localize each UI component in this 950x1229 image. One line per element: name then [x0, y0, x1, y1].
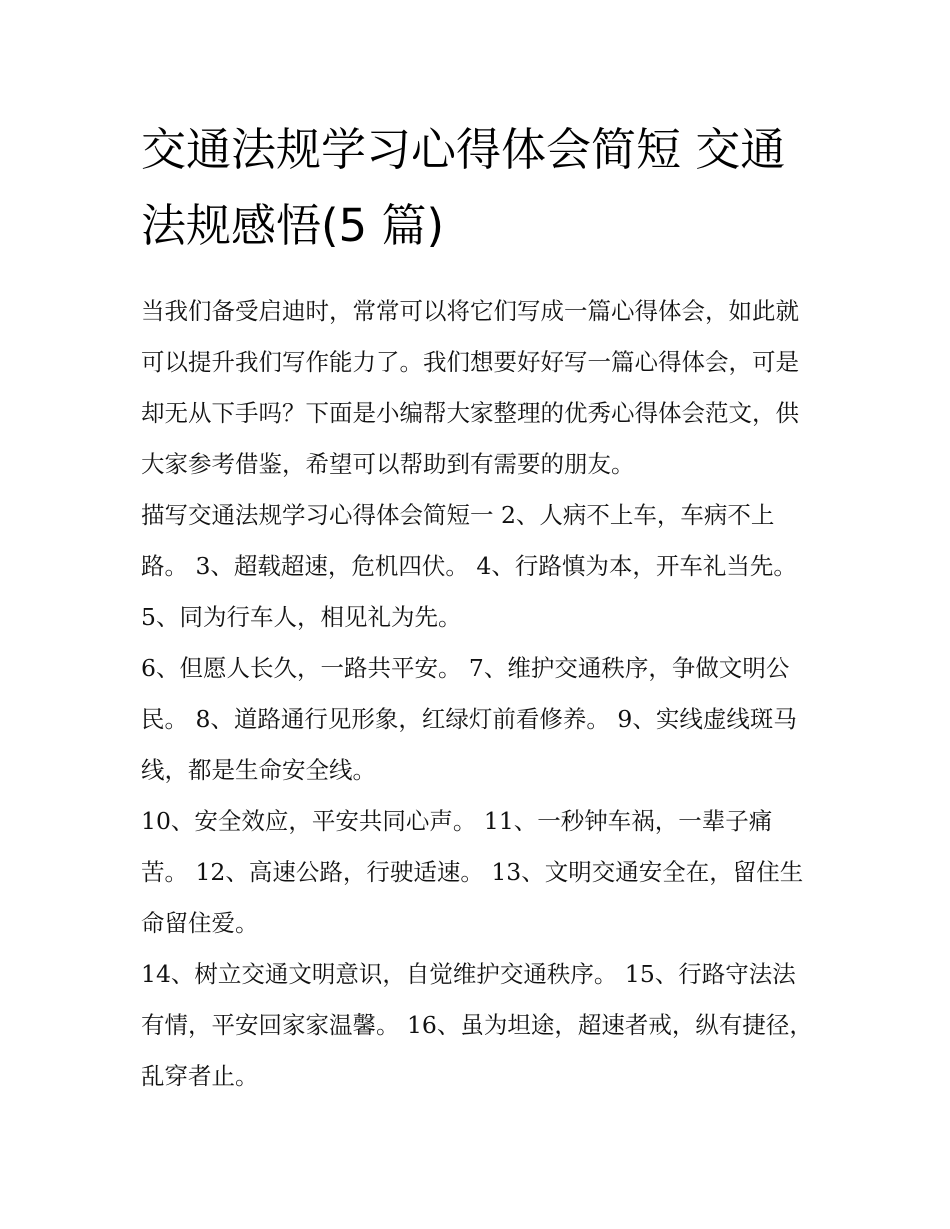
- intro-paragraph: 当我们备受启迪时，常常可以将它们写成一篇心得体会，如此就可以提升我们写作能力了。我们想要好好写一篇心得体会，可是却无从下手吗？下面是小编帮大家整理的优秀心得体会范文，供大家参考借鉴，希望可以帮助到有需要的朋友。: [141, 297, 799, 478]
- slogan-paragraph-2: 6、但愿人长久，一路共平安。 7、维护交通秩序，争做文明公民。 8、道路通行见形象，红绿灯前看修养。 9、实线虚线斑马线，都是生命安全线。: [141, 654, 797, 784]
- slogan-paragraph-4: 14、树立交通文明意识，自觉维护交通秩序。 15、行路守法法有情，平安回家家温馨。 16、虽为坦途，超速者戒，纵有捷径，乱穿者止。: [141, 960, 813, 1090]
- slogan-paragraph-3: 10、安全效应，平安共同心声。 11、一秒钟车祸，一辈子痛苦。 12、高速公路，行驶适速。 13、文明交通安全在，留住生命留住爱。: [141, 807, 804, 937]
- slogan-paragraph-1: 描写交通法规学习心得体会简短一 2、人病不上车，车病不上路。 3、超载超速，危机四伏。 4、行路慎为本，开车礼当先。 5、同为行车人，相见礼为先。: [141, 501, 797, 631]
- document-body: [141, 112, 813, 1102]
- document-title: 交通法规学习心得体会简短 交通法规感悟(5 篇): [141, 123, 786, 252]
